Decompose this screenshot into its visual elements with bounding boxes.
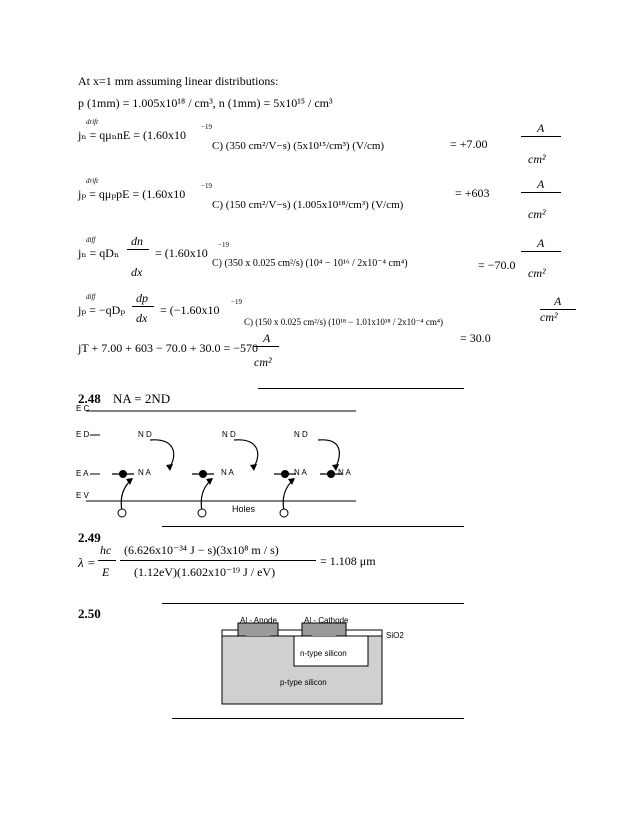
hole-2 — [198, 509, 206, 517]
jp-drift-result: = +603 — [455, 186, 490, 200]
label-ec: E C — [76, 404, 90, 413]
jn-drift-exponent: −19 — [201, 123, 212, 131]
jt-unit-bar — [253, 346, 279, 347]
donor-curve-3 — [318, 440, 339, 467]
jp-diff-exponent: −19 — [231, 298, 242, 306]
anode-contact — [246, 630, 270, 636]
jn-diff-unit-a: A — [537, 236, 545, 250]
jp-diff-dp: dp — [136, 291, 148, 305]
jp-diff-superscript: diff — [86, 293, 96, 301]
jn-diff-unit-cm2: cm² — [528, 266, 546, 280]
electron-2 — [199, 470, 207, 478]
jp-drift-exponent: −19 — [201, 182, 212, 190]
label-ev: E V — [76, 491, 89, 500]
hole-curve-2 — [201, 481, 210, 511]
label-ea: E A — [76, 469, 89, 478]
intro-text: At x=1 mm assuming linear distributions: — [78, 74, 279, 88]
electron-1 — [119, 470, 127, 478]
jt-line: jT + 7.00 + 603 − 70.0 + 30.0 = −570 — [78, 341, 259, 355]
label-na-3: N A — [294, 468, 307, 477]
jn-diff-result: = −70.0 — [478, 258, 516, 272]
e-bottom: E — [102, 565, 110, 579]
jn-diff-lhs: jₙ = qDₙ — [78, 246, 120, 260]
lambda-numerator: (6.626x10⁻³⁴ J − s)(3x10⁸ m / s) — [124, 543, 279, 557]
lambda-denominator: (1.12eV)(1.602x10⁻¹⁹ J / eV) — [134, 565, 276, 579]
jn-drift-unit-cm2: cm² — [528, 152, 546, 166]
jn-diff-superscript: diff — [86, 236, 96, 244]
jn-drift-superscript: drift — [86, 118, 99, 126]
lambda-result: = 1.108 μm — [320, 554, 376, 568]
jn-diff-mid: = (1.60x10 — [155, 246, 208, 260]
energy-band-diagram — [74, 405, 374, 520]
jp-diff-result: = 30.0 — [460, 331, 491, 345]
jn-diff-rest: C) (350 x 0.025 cm²/s) (10⁴ − 10¹⁶ / 2x10⁻⁴ cm⁴) — [212, 258, 408, 269]
electron-3 — [281, 470, 289, 478]
jn-drift-unit-bar — [521, 136, 561, 137]
label-al-cathode: Al - Cathode — [304, 616, 349, 625]
label-na-2: N A — [221, 468, 234, 477]
jp-drift-unit-a: A — [537, 177, 545, 191]
problem-2-50-top-rule — [162, 603, 464, 604]
jp-drift-superscript: drift — [86, 177, 99, 185]
label-sio2: SiO2 — [386, 631, 404, 640]
label-na-4: N A — [338, 468, 351, 477]
jp-drift-unit-cm2: cm² — [528, 207, 546, 221]
jn-diff-unit-bar — [521, 251, 561, 252]
problem-2-48-rule — [258, 388, 464, 389]
jp-drift-lhs: jₚ = qμₚpE = (1.60x10 — [78, 187, 186, 201]
jn-diff-frac-bar — [127, 249, 149, 250]
jp-diff-rest: C) (150 x 0.025 cm²/s) (10¹⁸ − 1.01x10¹⁸ / 2x10⁻⁴ cm⁴) — [244, 317, 443, 327]
jn-diff-exponent: −19 — [218, 241, 229, 249]
jp-diff-mid: = (−1.60x10 — [160, 303, 220, 317]
jn-diff-dn: dn — [131, 234, 143, 248]
problem-2-48-equation: NA = 2ND — [113, 391, 171, 406]
jn-drift-middle: C) (350 cm²/V−s) (5x10¹⁵/cm³) (V/cm) — [212, 140, 385, 152]
label-p-type: p-type silicon — [280, 678, 327, 687]
lambda-lhs: λ = — [78, 555, 96, 570]
device-cross-section — [218, 614, 398, 706]
hole-curve-1 — [121, 481, 130, 511]
jp-drift-middle: C) (150 cm²/V−s) (1.005x10¹⁸/cm³) (V/cm) — [212, 199, 404, 211]
problem-number-2-49: 2.49 — [78, 530, 101, 545]
hole-curve-3 — [283, 481, 292, 511]
cathode-contact — [312, 630, 336, 636]
lambda-main-bar — [120, 560, 316, 561]
jp-diff-unit-a: A — [554, 294, 562, 308]
label-nd-3: N D — [294, 430, 308, 439]
hole-3 — [280, 509, 288, 517]
jn-diff-dx: dx — [131, 265, 143, 279]
label-nd-2: N D — [222, 430, 236, 439]
donor-curve-1 — [150, 440, 174, 467]
label-na-1: N A — [138, 468, 151, 477]
problem-2-49-rule — [162, 526, 464, 527]
jn-drift-unit-a: A — [537, 121, 545, 135]
hc-top: hc — [100, 543, 112, 557]
problem-number-2-48: 2.48 — [78, 391, 101, 406]
concentration-line: p (1mm) = 1.005x10¹⁸ / cm³, n (1mm) = 5x10¹⁵ / cm³ — [78, 96, 333, 110]
jt-unit-cm2: cm² — [254, 355, 272, 369]
jp-diff-dx: dx — [136, 311, 148, 325]
jp-diff-frac-bar — [132, 306, 154, 307]
label-holes: Holes — [232, 504, 256, 514]
label-nd-1: N D — [138, 430, 152, 439]
jn-drift-lhs: jₙ = qμₙnE = (1.60x10 — [78, 128, 187, 142]
problem-2-50-bottom-rule — [172, 718, 464, 719]
jp-diff-unit-cm2: cm² — [540, 310, 558, 324]
hole-1 — [118, 509, 126, 517]
jp-drift-unit-bar — [521, 192, 561, 193]
label-al-anode: Al - Anode — [240, 616, 277, 625]
electron-4 — [327, 470, 335, 478]
donor-arrowhead-2 — [250, 464, 257, 471]
jt-unit-a: A — [263, 331, 271, 345]
hc-frac-bar — [98, 560, 116, 561]
donor-curve-2 — [234, 440, 258, 467]
jn-drift-result: = +7.00 — [450, 137, 488, 151]
label-n-type: n-type silicon — [300, 649, 347, 658]
donor-arrowhead-1 — [166, 464, 173, 471]
problem-number-2-50: 2.50 — [78, 606, 101, 621]
jp-diff-lhs: jₚ = −qDₚ — [78, 303, 126, 317]
label-ed: E D — [76, 430, 90, 439]
